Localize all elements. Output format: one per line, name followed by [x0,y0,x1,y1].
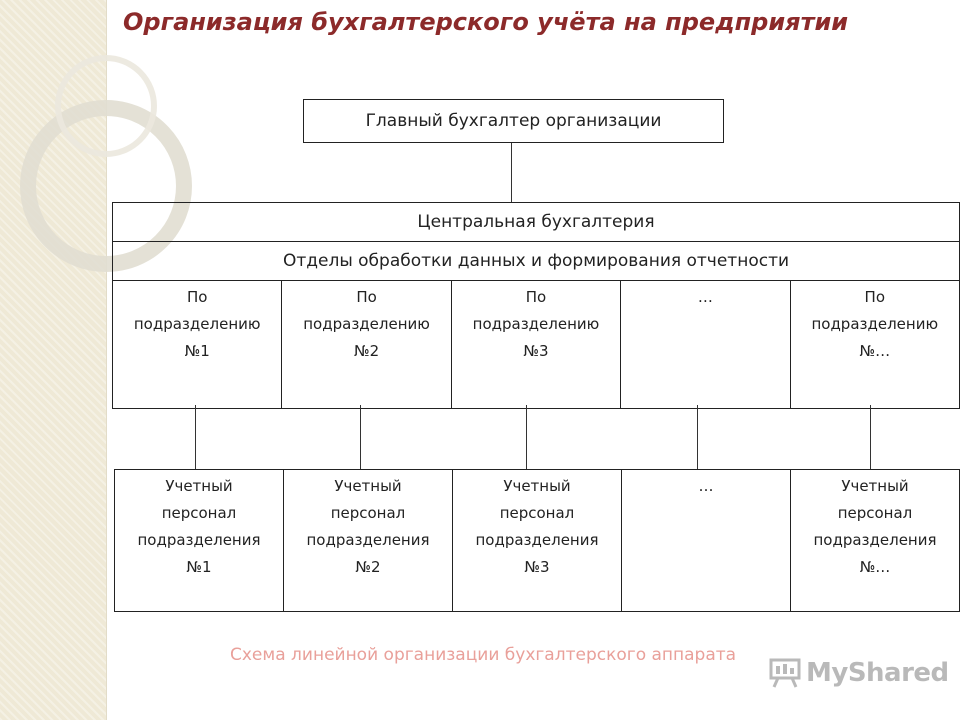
staff-line: … [698,477,714,495]
staff-line: персонал [161,504,237,522]
staff-line: Учетный [841,477,909,495]
subdivision-line: №1 [184,342,210,360]
diagram-caption: Схема линейной организации бухгалтерского аппарата [230,645,737,665]
departments-cell: Отделы обработки данных и формирования отчетности [113,242,960,281]
staff-cell [115,470,284,612]
staff-cell [453,470,622,612]
staff-line: подразделения [306,531,430,549]
subdivision-line: №… [859,342,891,360]
central-accounting-cell: Центральная бухгалтерия [113,203,960,242]
staff-line: персонал [330,504,406,522]
staff-line: персонал [837,504,913,522]
staff-line: №… [859,558,891,576]
subdivision-line: По [186,288,208,306]
chief-accountant-box [303,99,724,143]
staff-line: подразделения [813,531,937,549]
subdivision-line: подразделению [303,315,430,333]
subdivision-line: №2 [354,342,380,360]
central-accounting-row [113,203,960,242]
staff-table [114,469,960,612]
subdivision-line: подразделению [133,315,261,333]
subdivision-line: По [356,288,377,306]
central-accounting-table [112,202,960,409]
subdivision-line: … [697,288,713,306]
subdivision-line: подразделению [472,315,600,333]
staff-line: Учетный [334,477,402,495]
decorative-side-panel [0,0,107,720]
subdivision-cell [790,281,959,409]
connector-subdivision-2 [360,405,361,469]
subdivision-cell [621,281,790,409]
staff-cell [622,470,791,612]
subdivision-cell [282,281,451,409]
staff-line: №2 [355,558,381,576]
staff-line: персонал [499,504,575,522]
connector-chief-to-central [511,143,512,202]
decorative-ring-small [55,55,157,157]
staff-line: подразделения [137,531,261,549]
subdivisions-row [113,281,960,409]
connector-subdivision-5 [870,405,871,469]
staff-cell [284,470,453,612]
subdivision-line: По [525,288,547,306]
connector-subdivision-1 [195,405,196,469]
myshared-logo [768,658,949,688]
connector-subdivision-4 [697,405,698,469]
staff-line: №3 [524,558,550,576]
staff-cell [791,470,960,612]
presentation-board-icon [768,658,802,688]
staff-line: Учетный [503,477,571,495]
connector-subdivision-3 [526,405,527,469]
subdivision-line: подразделению [811,315,939,333]
staff-line: Учетный [165,477,233,495]
staff-line: №1 [186,558,212,576]
staff-line: подразделения [475,531,599,549]
subdivision-cell [113,281,282,409]
departments-row [113,242,960,281]
subdivision-line: №3 [523,342,549,360]
slide-title: Организация бухгалтерского учёта на предприятии [123,8,849,36]
chief-accountant-label: Главный бухгалтер организации [365,111,662,131]
subdivision-cell [451,281,620,409]
logo-text: MyShared [806,658,949,688]
staff-row [115,470,960,612]
subdivision-line: По [864,288,886,306]
